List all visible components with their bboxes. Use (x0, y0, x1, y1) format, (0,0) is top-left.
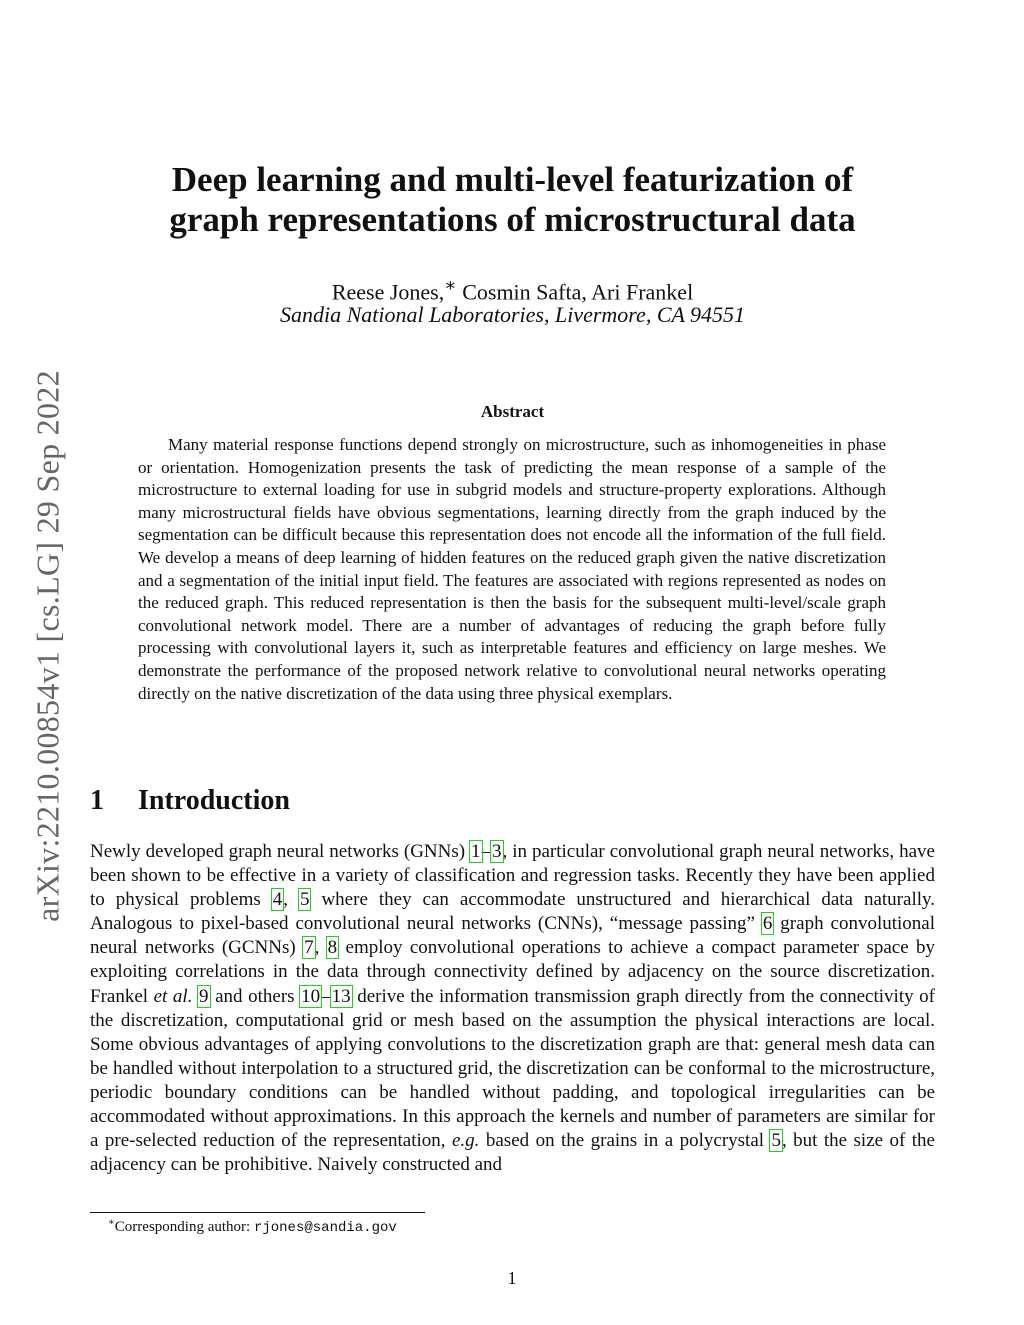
citation-link[interactable]: 8 (327, 937, 338, 959)
intro-text: where they can accommodate unstructured and hierarchical data naturally. Analogous to pixel-based convolutional neural networks (CNNs), “message passing” (90, 889, 936, 935)
author-rest: Cosmin Safta, Ari Frankel (456, 279, 694, 305)
intro-text: , in particular convolutional graph neural networks, have been shown to be effective in a variety of classification and regression tasks. Recently they have been applied to physical problems (90, 841, 935, 911)
citation-link[interactable]: 13 (331, 985, 351, 1007)
intro-paragraph (90, 840, 935, 1177)
title-line-1: Deep learning and multi-level featurization of (171, 160, 854, 199)
intro-text: employ convolutional operations to achieve a compact parameter space by exploiting correlations in the data through connectivity defined by adjacency on the source discretization. Frankel (90, 937, 936, 1007)
citation-link[interactable]: 3 (492, 841, 502, 862)
paper-title (90, 160, 935, 240)
footnote-email[interactable]: rjones@sandia.gov (253, 1220, 397, 1236)
intro-text: , (283, 889, 299, 911)
citation-link[interactable]: 10 (301, 985, 321, 1007)
citation-link[interactable]: 1 (471, 841, 481, 862)
footnote-rule (90, 1212, 425, 1213)
corresponding-star: ∗ (444, 275, 457, 295)
abstract-text: Many material response functions depend strongly on microstructure, such as inhomogeneities in phase or orientation. Homogenization presents the task of predicting the mean response of a sample of the microstructure to external loading for use in subgrid models and structure-property explorations. Although many microstructural fields have obvious segmentations, learning directly from the graph induced by the segmentation can be difficult because this representation does not encode all the information of the full field. We develop a means of deep learning of hidden features on the reduced graph given the native discretization and a segmentation of the initial input field. The features are associated with regions represented as nodes on the reduced graph. This reduced representation is then the basis for the subsequent multi-level/scale graph convolutional network model. There are a number of advantages of reducing the graph before fully processing with convolutional layers it, such as interpretable features and efficiency on large meshes. We demonstrate the performance of the proposed network relative to convolutional neural networks operating directly on the native discretization of the data using three physical exemplars. (138, 435, 886, 703)
section-number: 1 (90, 785, 104, 816)
intro-text: derive the information transmission graph directly from the connectivity of the discretization, computational grid or mesh based on the assumption the physical interactions are local. Some obvious advantages of applying convolutions to the discretization graph are that: general mesh data can be handled without interpolation to a structured grid, the discretization can be conformal to the microstructure, periodic boundary conditions can be handled without padding, and topological irregularities can be accommodated without approximations. In this approach the kernels and number of parameters are similar for a pre-selected reduction of the representation, (90, 985, 935, 1152)
citation-link[interactable]: 9 (199, 985, 209, 1007)
footnote-marker: ∗ (108, 1217, 115, 1228)
arxiv-sidebar (28, 352, 68, 940)
intro-text: , but the size of the adjacency can be prohibitive. Naively constructed and (90, 1130, 935, 1176)
intro-text: – (481, 841, 492, 862)
intro-text: graph convolutional neural networks (GCNNs) (90, 913, 935, 959)
abstract-heading: Abstract (480, 402, 545, 421)
intro-text: based on the grains in a polycrystal (479, 1130, 771, 1152)
intro-italic: e.g. (452, 1130, 480, 1152)
intro-text: Newly developed graph neural networks (GNNs) (90, 841, 471, 862)
intro-text: , (314, 937, 327, 959)
arxiv-id[interactable]: arXiv:2210.00854v1 [cs.LG] 29 Sep 2022 (29, 370, 66, 922)
citation-link[interactable]: 6 (762, 913, 773, 935)
citation-link[interactable]: 7 (304, 937, 314, 959)
section-title: Introduction (138, 785, 290, 816)
intro-text: – (321, 985, 331, 1007)
intro-text: and others (209, 985, 301, 1007)
citation-link[interactable]: 4 (272, 889, 283, 911)
footnote (108, 1217, 397, 1236)
citation-link[interactable]: 5 (771, 1130, 781, 1152)
affiliation: Sandia National Laboratories, Livermore, CA 94551 (279, 302, 746, 327)
author-1: Reese Jones, (331, 279, 445, 305)
citation-link[interactable]: 5 (299, 889, 310, 911)
section-heading (90, 785, 290, 817)
intro-italic: et al. (153, 985, 193, 1007)
page-number: 1 (507, 1268, 517, 1288)
title-line-2: graph representations of microstructural data (169, 200, 856, 239)
footnote-text: Corresponding author: (114, 1219, 254, 1235)
